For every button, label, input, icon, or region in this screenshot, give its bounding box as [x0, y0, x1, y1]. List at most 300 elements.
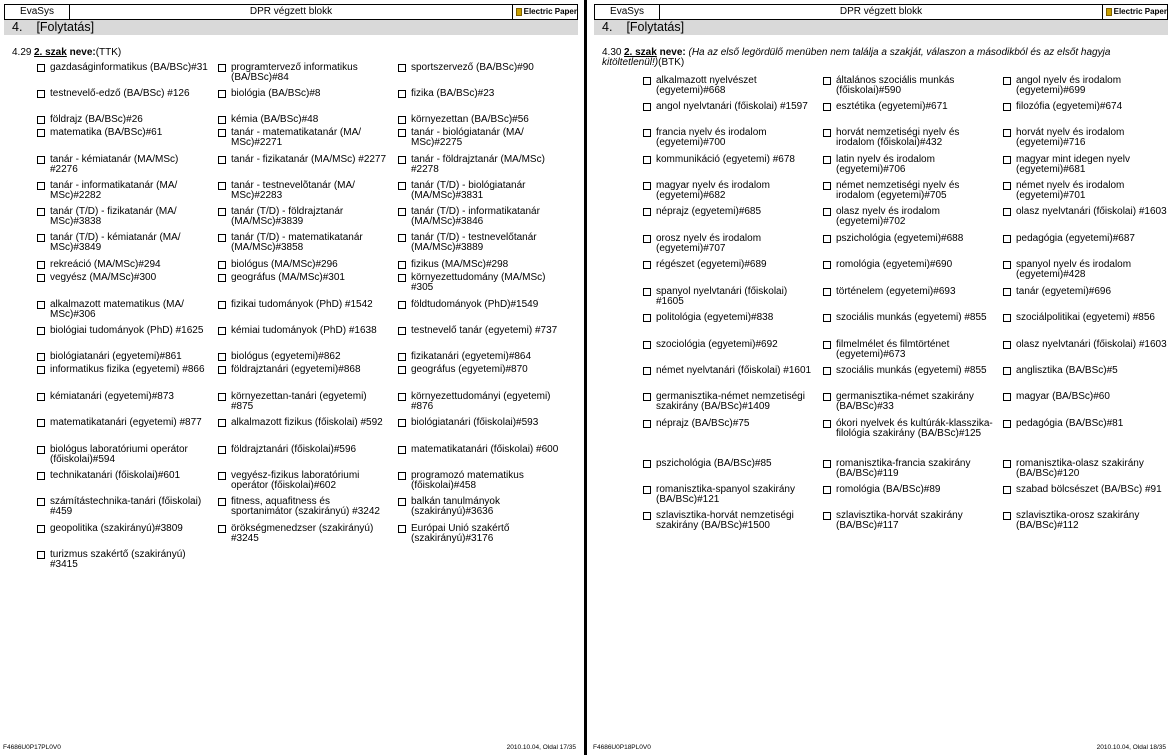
option-checkbox[interactable]	[398, 525, 406, 533]
option-item[interactable]	[1003, 207, 1172, 217]
option-checkbox[interactable]	[37, 64, 45, 72]
option-item[interactable]	[643, 485, 814, 505]
option-item[interactable]	[37, 233, 208, 253]
option-item[interactable]	[218, 300, 389, 310]
option-label: számítástechnika-tanári (főiskolai) #459	[50, 496, 202, 517]
option-checkbox[interactable]	[823, 512, 831, 520]
option-item[interactable]	[218, 115, 389, 125]
option-checkbox[interactable]	[37, 393, 45, 401]
option-item[interactable]	[1003, 419, 1172, 429]
option-checkbox[interactable]	[218, 261, 226, 269]
option-item[interactable]	[218, 155, 389, 165]
option-label: régészet (egyetemi)#689	[656, 259, 767, 270]
option-label: romanisztika-olasz szakirány (BA/BSc)#120	[1016, 458, 1144, 479]
option-label: balkán tanulmányok (szakirányú)#3636	[411, 496, 500, 517]
option-item[interactable]	[218, 497, 389, 517]
option-checkbox[interactable]	[37, 234, 45, 242]
footer-code: F4686U0P18PL0V0	[593, 744, 651, 751]
option-checkbox[interactable]	[643, 341, 651, 349]
option-checkbox[interactable]	[37, 274, 45, 282]
option-label: biológiatanári (főiskolai)#593	[411, 417, 539, 428]
option-checkbox[interactable]	[1003, 288, 1011, 296]
option-checkbox[interactable]	[643, 486, 651, 494]
option-checkbox[interactable]	[37, 327, 45, 335]
option-checkbox[interactable]	[823, 261, 831, 269]
option-item[interactable]	[1003, 485, 1172, 495]
option-label: környezettudományi (egyetemi) #876	[411, 391, 551, 412]
option-item[interactable]	[643, 392, 814, 412]
option-item[interactable]	[218, 273, 389, 283]
option-checkbox[interactable]	[398, 353, 406, 361]
option-checkbox[interactable]	[218, 208, 226, 216]
option-label: spanyol nyelvtanári (főiskolai) #1605	[656, 286, 788, 307]
option-checkbox[interactable]	[398, 446, 406, 454]
option-item[interactable]	[37, 207, 208, 227]
option-checkbox[interactable]	[218, 353, 226, 361]
option-checkbox[interactable]	[37, 156, 45, 164]
option-label: angol nyelv és irodalom (egyetemi)#699	[1016, 75, 1122, 96]
option-checkbox[interactable]	[218, 366, 226, 374]
option-checkbox[interactable]	[823, 208, 831, 216]
option-item[interactable]	[398, 445, 569, 455]
option-checkbox[interactable]	[218, 525, 226, 533]
option-checkbox[interactable]	[218, 393, 226, 401]
option-item[interactable]	[643, 419, 814, 429]
option-item[interactable]	[218, 207, 389, 227]
option-item[interactable]	[218, 524, 389, 544]
option-checkbox[interactable]	[643, 460, 651, 468]
option-item[interactable]	[218, 63, 389, 83]
option-item[interactable]	[218, 352, 389, 362]
option-label: olasz nyelvtanári (főiskolai) #1603	[1016, 339, 1167, 350]
option-item[interactable]	[643, 234, 814, 254]
option-label: német nemzetiségi nyelv és irodalom (egyetemi)#705	[836, 180, 960, 201]
option-checkbox[interactable]	[823, 235, 831, 243]
option-checkbox[interactable]	[37, 446, 45, 454]
option-checkbox[interactable]	[1003, 208, 1011, 216]
option-checkbox[interactable]	[218, 129, 226, 137]
option-item[interactable]	[1003, 260, 1172, 280]
option-checkbox[interactable]	[398, 208, 406, 216]
option-item[interactable]	[398, 273, 569, 293]
option-item[interactable]	[398, 128, 569, 148]
option-checkbox[interactable]	[218, 234, 226, 242]
option-checkbox[interactable]	[1003, 486, 1011, 494]
option-item[interactable]	[218, 365, 389, 375]
option-checkbox[interactable]	[823, 129, 831, 137]
option-item[interactable]	[37, 155, 208, 175]
option-checkbox[interactable]	[37, 472, 45, 480]
option-item[interactable]	[37, 550, 208, 570]
option-checkbox[interactable]	[218, 156, 226, 164]
option-checkbox[interactable]	[398, 90, 406, 98]
option-item[interactable]	[823, 234, 994, 244]
option-label: biológiai tudományok (PhD) #1625	[50, 325, 204, 336]
question-number: 4.29	[12, 47, 32, 58]
option-checkbox[interactable]	[823, 341, 831, 349]
option-label: földtudományok (PhD)#1549	[411, 299, 539, 310]
option-checkbox[interactable]	[643, 77, 651, 85]
option-checkbox[interactable]	[823, 420, 831, 428]
header-brand	[512, 5, 577, 19]
option-item[interactable]	[1003, 76, 1172, 96]
option-label: programozó matematikus (főiskolai)#458	[411, 470, 524, 491]
option-checkbox[interactable]	[643, 393, 651, 401]
option-checkbox[interactable]	[37, 551, 45, 559]
option-checkbox[interactable]	[1003, 420, 1011, 428]
option-item[interactable]	[37, 115, 208, 125]
option-item[interactable]	[643, 207, 814, 217]
option-checkbox[interactable]	[398, 156, 406, 164]
option-item[interactable]	[643, 260, 814, 270]
option-item[interactable]	[643, 181, 814, 201]
option-item[interactable]	[218, 260, 389, 270]
option-checkbox[interactable]	[218, 498, 226, 506]
option-checkbox[interactable]	[643, 288, 651, 296]
section-number: 4.	[602, 20, 613, 34]
option-checkbox[interactable]	[37, 129, 45, 137]
option-item[interactable]	[1003, 287, 1172, 297]
option-item[interactable]	[823, 181, 994, 201]
option-label: anglisztika (BA/BSc)#5	[1016, 365, 1118, 376]
option-checkbox[interactable]	[823, 182, 831, 190]
option-item[interactable]	[823, 459, 994, 479]
option-item[interactable]	[643, 459, 814, 469]
option-item[interactable]	[1003, 181, 1172, 201]
option-item[interactable]	[37, 326, 208, 336]
option-label: orosz nyelv és irodalom (egyetemi)#707	[656, 233, 762, 254]
option-item[interactable]	[643, 128, 814, 148]
option-item[interactable]	[823, 76, 994, 96]
option-checkbox[interactable]	[643, 156, 651, 164]
question-title-bold: neve:	[66, 47, 96, 58]
option-item[interactable]	[37, 524, 208, 534]
option-checkbox[interactable]	[218, 419, 226, 427]
option-checkbox[interactable]	[1003, 77, 1011, 85]
option-checkbox[interactable]	[218, 274, 226, 282]
option-checkbox[interactable]	[1003, 182, 1011, 190]
option-item[interactable]	[37, 445, 208, 465]
option-label: tanár (T/D) - matematikatanár (MA/MSc)#3858	[231, 232, 363, 253]
option-item[interactable]	[398, 155, 569, 175]
option-item[interactable]	[823, 392, 994, 412]
option-item[interactable]	[823, 260, 994, 270]
option-checkbox[interactable]	[398, 261, 406, 269]
option-checkbox[interactable]	[37, 353, 45, 361]
option-item[interactable]	[823, 155, 994, 175]
option-item[interactable]	[643, 340, 814, 350]
option-item[interactable]	[823, 102, 994, 112]
page-header	[4, 4, 578, 20]
option-item[interactable]	[823, 313, 994, 323]
option-item[interactable]	[37, 352, 208, 362]
option-item[interactable]	[1003, 102, 1172, 112]
option-checkbox[interactable]	[37, 301, 45, 309]
option-item[interactable]	[37, 63, 208, 73]
option-item[interactable]	[218, 392, 389, 412]
option-label: matematikatanári (főiskolai) #600	[411, 444, 559, 455]
option-label: romológia (egyetemi)#690	[836, 259, 953, 270]
option-checkbox[interactable]	[643, 367, 651, 375]
option-checkbox[interactable]	[1003, 341, 1011, 349]
option-checkbox[interactable]	[398, 498, 406, 506]
option-checkbox[interactable]	[218, 327, 226, 335]
option-checkbox[interactable]	[218, 116, 226, 124]
option-label: biológus (egyetemi)#862	[231, 351, 341, 362]
option-checkbox[interactable]	[37, 90, 45, 98]
option-item[interactable]	[1003, 366, 1172, 376]
option-label: tanár (T/D) - kémiatanár (MA/ MSc)#3849	[50, 232, 181, 253]
option-checkbox[interactable]	[398, 234, 406, 242]
option-checkbox[interactable]	[823, 156, 831, 164]
option-item[interactable]	[218, 128, 389, 148]
option-item[interactable]	[37, 260, 208, 270]
option-checkbox[interactable]	[823, 460, 831, 468]
option-checkbox[interactable]	[643, 261, 651, 269]
option-item[interactable]	[218, 445, 389, 455]
option-checkbox[interactable]	[218, 446, 226, 454]
option-checkbox[interactable]	[37, 366, 45, 374]
option-checkbox[interactable]	[398, 301, 406, 309]
option-checkbox[interactable]	[37, 498, 45, 506]
option-item[interactable]	[398, 497, 569, 517]
option-item[interactable]	[823, 287, 994, 297]
option-checkbox[interactable]	[823, 288, 831, 296]
option-checkbox[interactable]	[823, 103, 831, 111]
option-item[interactable]	[643, 155, 814, 165]
option-label: Európai Unió szakértő (szakirányú)#3176	[411, 523, 510, 544]
option-checkbox[interactable]	[643, 512, 651, 520]
option-checkbox[interactable]	[643, 103, 651, 111]
option-item[interactable]	[398, 115, 569, 125]
option-item[interactable]	[1003, 459, 1172, 479]
option-item[interactable]	[823, 340, 994, 360]
option-label: matematikatanári (egyetemi) #877	[50, 417, 202, 428]
option-label: olasz nyelv és irodalom (egyetemi)#702	[836, 206, 940, 227]
option-label: gazdaságinformatikus (BA/BSc)#31	[50, 62, 208, 73]
option-label: tanár (T/D) - testnevelőtanár (MA/MSc)#3889	[411, 232, 537, 253]
option-item[interactable]	[218, 89, 389, 99]
header-app: EvaSys	[5, 5, 70, 19]
page-header	[594, 4, 1168, 20]
option-checkbox[interactable]	[823, 367, 831, 375]
option-item[interactable]	[823, 128, 994, 148]
option-item[interactable]	[1003, 511, 1172, 531]
option-checkbox[interactable]	[643, 208, 651, 216]
option-checkbox[interactable]	[218, 182, 226, 190]
option-label: környezettan-tanári (egyetemi) #875	[231, 391, 367, 412]
option-checkbox[interactable]	[398, 419, 406, 427]
question-note: (Ha az első legördülő menüben nem találja a szakját, válaszon a másodikból és az elsőt hagyja kitöltetlenül!)	[602, 47, 1111, 68]
option-label: ókori nyelvek és kultúrák-klasszika-filológia szakirány (BA/BSc)#125	[836, 418, 993, 439]
option-item[interactable]	[398, 260, 569, 270]
question-heading	[12, 48, 572, 58]
option-label: tanár - testnevelõtanár (MA/ MSc)#2283	[231, 180, 355, 201]
option-label: kémiai tudományok (PhD) #1638	[231, 325, 377, 336]
option-item[interactable]	[643, 511, 814, 531]
option-label: fizikai tudományok (PhD) #1542	[231, 299, 373, 310]
option-checkbox[interactable]	[1003, 129, 1011, 137]
option-checkbox[interactable]	[37, 419, 45, 427]
option-checkbox[interactable]	[218, 64, 226, 72]
option-item[interactable]	[643, 76, 814, 96]
option-label: informatikus fizika (egyetemi) #866	[50, 364, 205, 375]
option-item[interactable]	[398, 352, 569, 362]
option-checkbox[interactable]	[1003, 512, 1011, 520]
header-title: DPR végzett blokk	[249, 6, 333, 17]
option-item[interactable]	[823, 419, 994, 439]
option-item[interactable]	[37, 300, 208, 320]
option-checkbox[interactable]	[643, 129, 651, 137]
option-label: szlavisztika-horvát szakirány (BA/BSc)#117	[836, 510, 963, 531]
option-checkbox[interactable]	[643, 420, 651, 428]
option-label: programtervező informatikus (BA/BSc)#84	[231, 62, 358, 83]
option-item[interactable]	[218, 233, 389, 253]
option-item[interactable]	[218, 181, 389, 201]
option-item[interactable]	[643, 287, 814, 307]
option-item[interactable]	[1003, 155, 1172, 175]
option-item[interactable]	[37, 89, 208, 99]
option-item[interactable]	[1003, 128, 1172, 148]
option-item[interactable]	[37, 418, 208, 428]
option-item[interactable]	[643, 313, 814, 323]
question-title-underlined: 2. szak	[34, 47, 67, 58]
option-item[interactable]	[218, 326, 389, 336]
option-checkbox[interactable]	[643, 314, 651, 322]
option-item[interactable]	[37, 392, 208, 402]
option-checkbox[interactable]	[1003, 393, 1011, 401]
option-checkbox[interactable]	[398, 366, 406, 374]
option-item[interactable]	[398, 471, 569, 491]
option-checkbox[interactable]	[37, 525, 45, 533]
option-checkbox[interactable]	[823, 393, 831, 401]
option-label: horvát nemzetiségi nyelv és irodalom (főiskolai)#432	[836, 127, 960, 148]
option-item[interactable]	[823, 366, 994, 376]
option-item[interactable]	[398, 233, 569, 253]
option-item[interactable]	[37, 497, 208, 517]
footer-date-page: 2010.10.04, Oldal 17/35	[506, 744, 576, 751]
option-label: általános szociális munkás (főiskolai)#590	[836, 75, 955, 96]
option-label: horvát nyelv és irodalom (egyetemi)#716	[1016, 127, 1125, 148]
option-item[interactable]	[823, 511, 994, 531]
option-label: környezettan (BA/BSc)#56	[411, 114, 529, 125]
option-item[interactable]	[398, 89, 569, 99]
option-item[interactable]	[37, 128, 208, 138]
option-item[interactable]	[398, 418, 569, 428]
option-label: pedagógia (BA/BSc)#81	[1016, 418, 1124, 429]
option-checkbox[interactable]	[218, 90, 226, 98]
option-label: szociális munkás (egyetemi) #855	[836, 365, 987, 376]
option-item[interactable]	[37, 181, 208, 201]
option-item[interactable]	[37, 365, 208, 375]
option-label: biológus (MA/MSc)#296	[231, 259, 338, 270]
option-label: latin nyelv és irodalom (egyetemi)#706	[836, 154, 935, 175]
option-label: alkalmazott nyelvészet (egyetemi)#668	[656, 75, 757, 96]
option-checkbox[interactable]	[218, 301, 226, 309]
option-checkbox[interactable]	[1003, 314, 1011, 322]
option-label: magyar nyelv és irodalom (egyetemi)#682	[656, 180, 770, 201]
option-label: tanár - informatikatanár (MA/ MSc)#2282	[50, 180, 178, 201]
option-checkbox[interactable]	[643, 182, 651, 190]
option-item[interactable]	[1003, 392, 1172, 402]
option-checkbox[interactable]	[823, 77, 831, 85]
header-brand	[1102, 5, 1167, 19]
option-label: biológiatanári (egyetemi)#861	[50, 351, 182, 362]
option-checkbox[interactable]	[398, 182, 406, 190]
question-suffix: (BTK)	[658, 57, 685, 68]
option-checkbox[interactable]	[1003, 261, 1011, 269]
option-checkbox[interactable]	[37, 261, 45, 269]
option-item[interactable]	[398, 300, 569, 310]
option-item[interactable]	[398, 63, 569, 73]
option-label: fizika (BA/BSc)#23	[411, 88, 495, 99]
option-label: tanár - fizikatanár (MA/MSc) #2277	[231, 154, 387, 165]
option-checkbox[interactable]	[37, 208, 45, 216]
option-checkbox[interactable]	[823, 486, 831, 494]
option-item[interactable]	[643, 102, 814, 112]
question-heading	[602, 48, 1162, 68]
option-label: német nyelvtanári (főiskolai) #1601	[656, 365, 812, 376]
option-item[interactable]	[1003, 340, 1172, 350]
footer-code: F4686U0P17PL0V0	[3, 744, 61, 751]
option-label: biológus laboratóriumi operátor (főiskolai)#594	[50, 444, 188, 465]
option-item[interactable]	[823, 485, 994, 495]
option-checkbox[interactable]	[398, 64, 406, 72]
option-item[interactable]	[398, 207, 569, 227]
option-label: szlavisztika-orosz szakirány (BA/BSc)#112	[1016, 510, 1140, 531]
option-label: tanár (T/D) - biológiatanár (MA/MSc)#3831	[411, 180, 526, 201]
option-item[interactable]	[398, 365, 569, 375]
option-checkbox[interactable]	[643, 235, 651, 243]
option-item[interactable]	[37, 273, 208, 283]
option-checkbox[interactable]	[398, 393, 406, 401]
footer-date-page: 2010.10.04, Oldal 18/35	[1096, 744, 1166, 751]
option-item[interactable]	[218, 418, 389, 428]
option-item[interactable]	[37, 471, 208, 481]
option-checkbox[interactable]	[398, 274, 406, 282]
page-17	[0, 0, 582, 755]
option-checkbox[interactable]	[398, 327, 406, 335]
option-item[interactable]	[823, 207, 994, 227]
option-item[interactable]	[398, 181, 569, 201]
option-checkbox[interactable]	[1003, 103, 1011, 111]
option-item[interactable]	[1003, 234, 1172, 244]
header-title: DPR végzett blokk	[839, 6, 923, 17]
section-number: 4.	[12, 20, 23, 34]
option-label: geográfus (MA/MSc)#301	[231, 272, 345, 283]
option-checkbox[interactable]	[1003, 235, 1011, 243]
option-checkbox[interactable]	[1003, 367, 1011, 375]
option-item[interactable]	[398, 392, 569, 412]
option-item[interactable]	[643, 366, 814, 376]
option-label: magyar (BA/BSc)#60	[1016, 391, 1110, 402]
option-checkbox[interactable]	[398, 472, 406, 480]
option-item[interactable]	[218, 471, 389, 491]
option-label: romanisztika-francia szakirány (BA/BSc)#119	[836, 458, 971, 479]
option-checkbox[interactable]	[218, 472, 226, 480]
option-checkbox[interactable]	[1003, 156, 1011, 164]
option-checkbox[interactable]	[398, 116, 406, 124]
option-checkbox[interactable]	[1003, 460, 1011, 468]
option-checkbox[interactable]	[398, 129, 406, 137]
option-item[interactable]	[398, 524, 569, 544]
option-item[interactable]	[1003, 313, 1172, 323]
option-item[interactable]	[398, 326, 569, 336]
option-checkbox[interactable]	[37, 116, 45, 124]
option-checkbox[interactable]	[823, 314, 831, 322]
option-label: földrajztanári (főiskolai)#596	[231, 444, 357, 455]
option-checkbox[interactable]	[37, 182, 45, 190]
